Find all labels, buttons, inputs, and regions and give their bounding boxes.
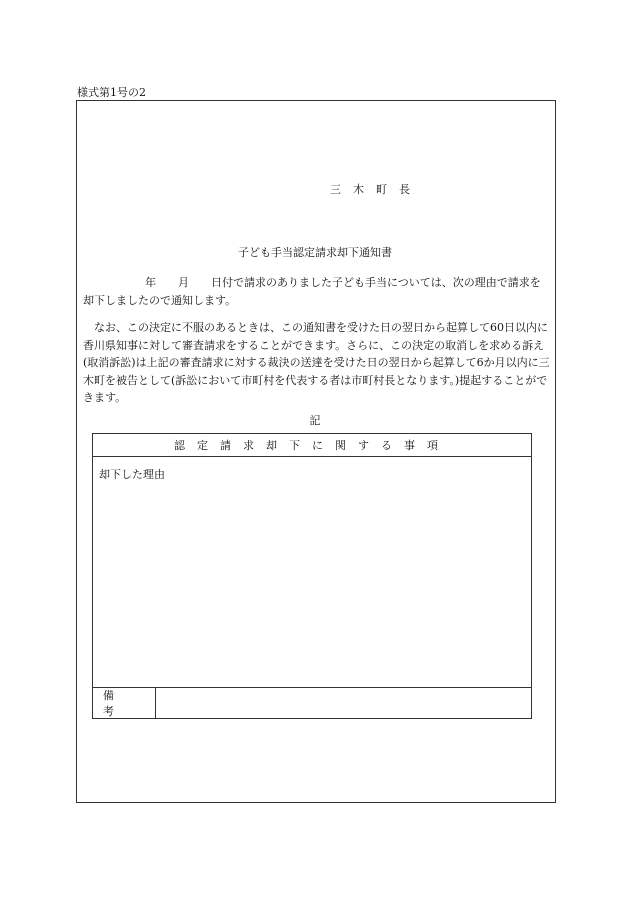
rejection-details-table [92,433,532,719]
notice-paragraph [83,274,551,309]
year-label: 年 [145,276,156,289]
remarks-row [93,687,531,718]
rejection-reason-label: 却下した理由 [99,468,165,481]
table-header: 認定請求却下に関する事項 [93,434,531,457]
issuer-name: 三木町長 [330,183,422,196]
document-title: 子ども手当認定請求却下通知書 [238,246,392,259]
remarks-label: 備考 [93,688,156,718]
form-number: 様式第1号の2 [77,86,146,99]
month-label: 月 [178,276,189,289]
appeal-paragraph [83,319,551,407]
ki-heading: 記 [309,414,321,427]
notice-text: 日付で請求のありました子ども手当については、次の理由で請求を却下しましたので通知します。 [83,276,541,307]
appeal-text: なお、この決定に不服のあるときは、この通知書を受けた日の翌日から起算して60日以内に香川県知事に対して審査請求をすることができます。さらに、この決定の取消しを求める訴え(取消訴訟)は上記の審査請求に対する裁決の送達を受けた日の翌日から起算して6か月以内に三木町を被告として(訴訟において市町村を代表する者は市町村長となります。)提起することができます。 [83,321,550,404]
